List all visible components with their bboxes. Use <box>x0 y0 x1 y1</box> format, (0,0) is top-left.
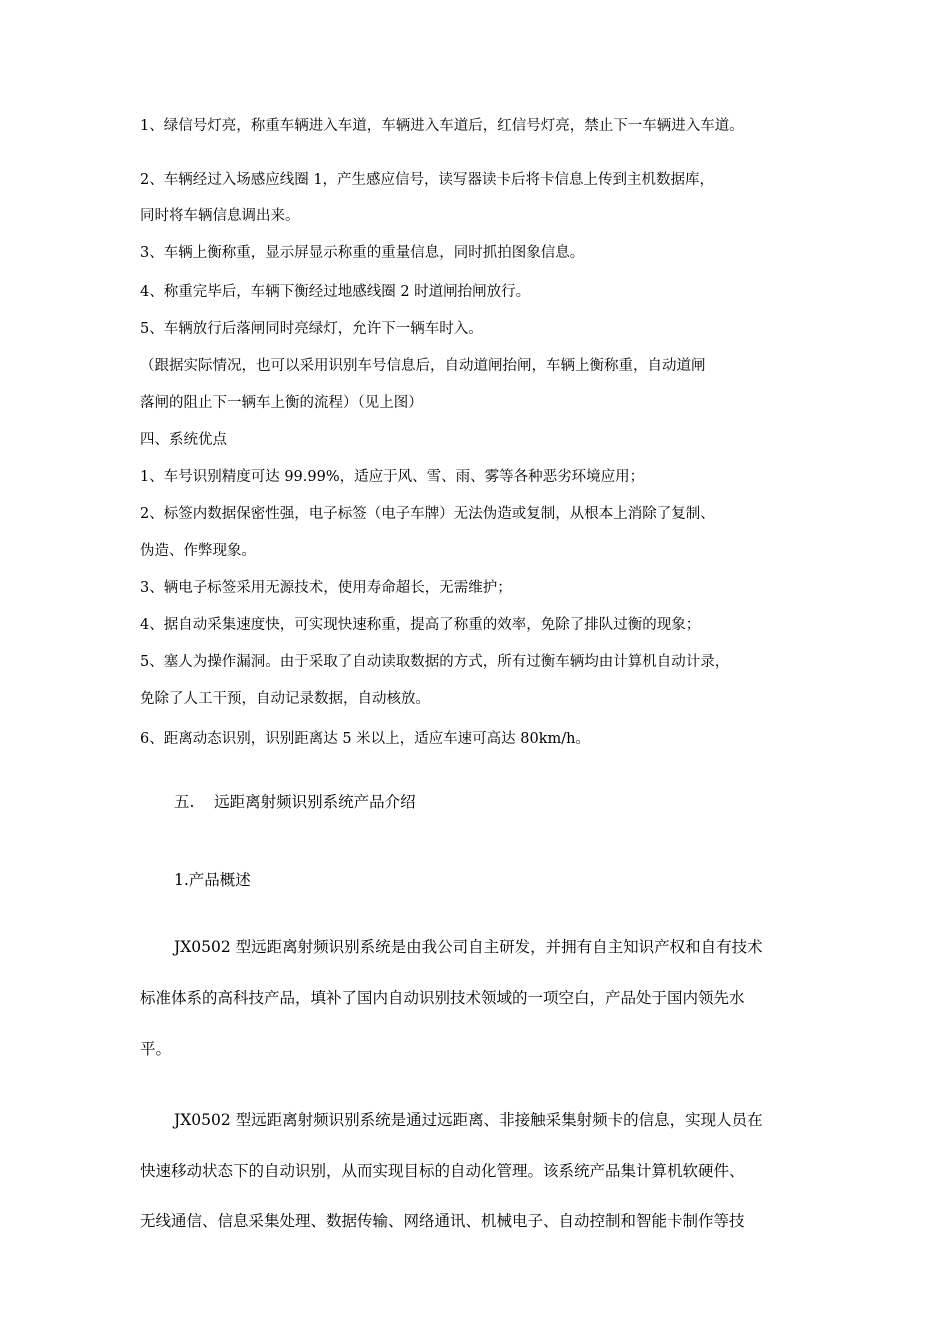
paragraph-line: 5、车辆放行后落闸同时亮绿灯，允许下一辆车时入。 <box>140 321 483 337</box>
paragraph-line: （跟据实际情况，也可以采用识别车号信息后，自动道闸抬闸，车辆上衡称重，自动道闸 <box>140 358 706 374</box>
paragraph-line: 3、车辆上衡称重，显示屏显示称重的重量信息，同时抓拍图象信息。 <box>140 245 585 261</box>
paragraph-line: 无线通信、信息采集处理、数据传输、网络通讯、机械电子、自动控制和智能卡制作等技 <box>140 1212 745 1230</box>
paragraph-line: 2、标签内数据保密性强，电子标签（电子车牌）无法伪造或复制，从根本上消除了复制、 <box>140 506 715 522</box>
paragraph-line: 平。 <box>140 1040 172 1058</box>
paragraph-line: JX0502 型远距离射频识别系统是由我公司自主研发，并拥有自主知识产权和自有技术 <box>174 938 763 956</box>
paragraph-line: 3、辆电子标签采用无源技术，使用寿命超长，无需维护； <box>140 580 512 596</box>
paragraph-line: 免除了人工干预，自动记录数据，自动核放。 <box>140 691 430 707</box>
paragraph-line: 1、绿信号灯亮，称重车辆进入车道，车辆进入车道后，红信号灯亮，禁止下一车辆进入车道。 <box>140 118 744 134</box>
subsection-heading: 1.产品概述 <box>174 871 251 889</box>
paragraph-line: 伪造、作弊现象。 <box>140 543 256 559</box>
paragraph-line: 1、车号识别精度可达 99.99%，适应于风、雪、雨、雾等各种恶劣环境应用； <box>140 469 645 485</box>
section-heading: 四、系统优点 <box>140 432 227 448</box>
section-heading: 五. 远距离射频识别系统产品介绍 <box>174 793 416 811</box>
paragraph-line: 2、车辆经过入场感应线圈 1，产生感应信号，读写器读卡后将卡信息上传到主机数据库， <box>140 172 715 188</box>
paragraph-line: JX0502 型远距离射频识别系统是通过远距离、非接触采集射频卡的信息，实现人员在 <box>174 1111 763 1129</box>
paragraph-line: 6、距离动态识别，识别距离达 5 米以上，适应车速可高达 80km/h。 <box>140 731 590 747</box>
paragraph-line: 落闸的阻止下一辆车上衡的流程）（见上图） <box>140 395 423 411</box>
paragraph-line: 快速移动状态下的自动识别，从而实现目标的自动化管理。该系统产品集计算机软硬件、 <box>140 1162 745 1180</box>
paragraph-line: 4、称重完毕后，车辆下衡经过地感线圈 2 时道闸抬闸放行。 <box>140 284 531 300</box>
paragraph-line: 同时将车辆信息调出来。 <box>140 208 300 224</box>
paragraph-line: 5、塞人为操作漏洞。由于采取了自动读取数据的方式，所有过衡车辆均由计算机自动计录， <box>140 654 730 670</box>
paragraph-line: 标准体系的高科技产品，填补了国内自动识别技术领域的一项空白，产品处于国内领先水 <box>140 989 745 1007</box>
paragraph-line: 4、据自动采集速度快，可实现快速称重，提高了称重的效率，免除了排队过衡的现象； <box>140 617 701 633</box>
